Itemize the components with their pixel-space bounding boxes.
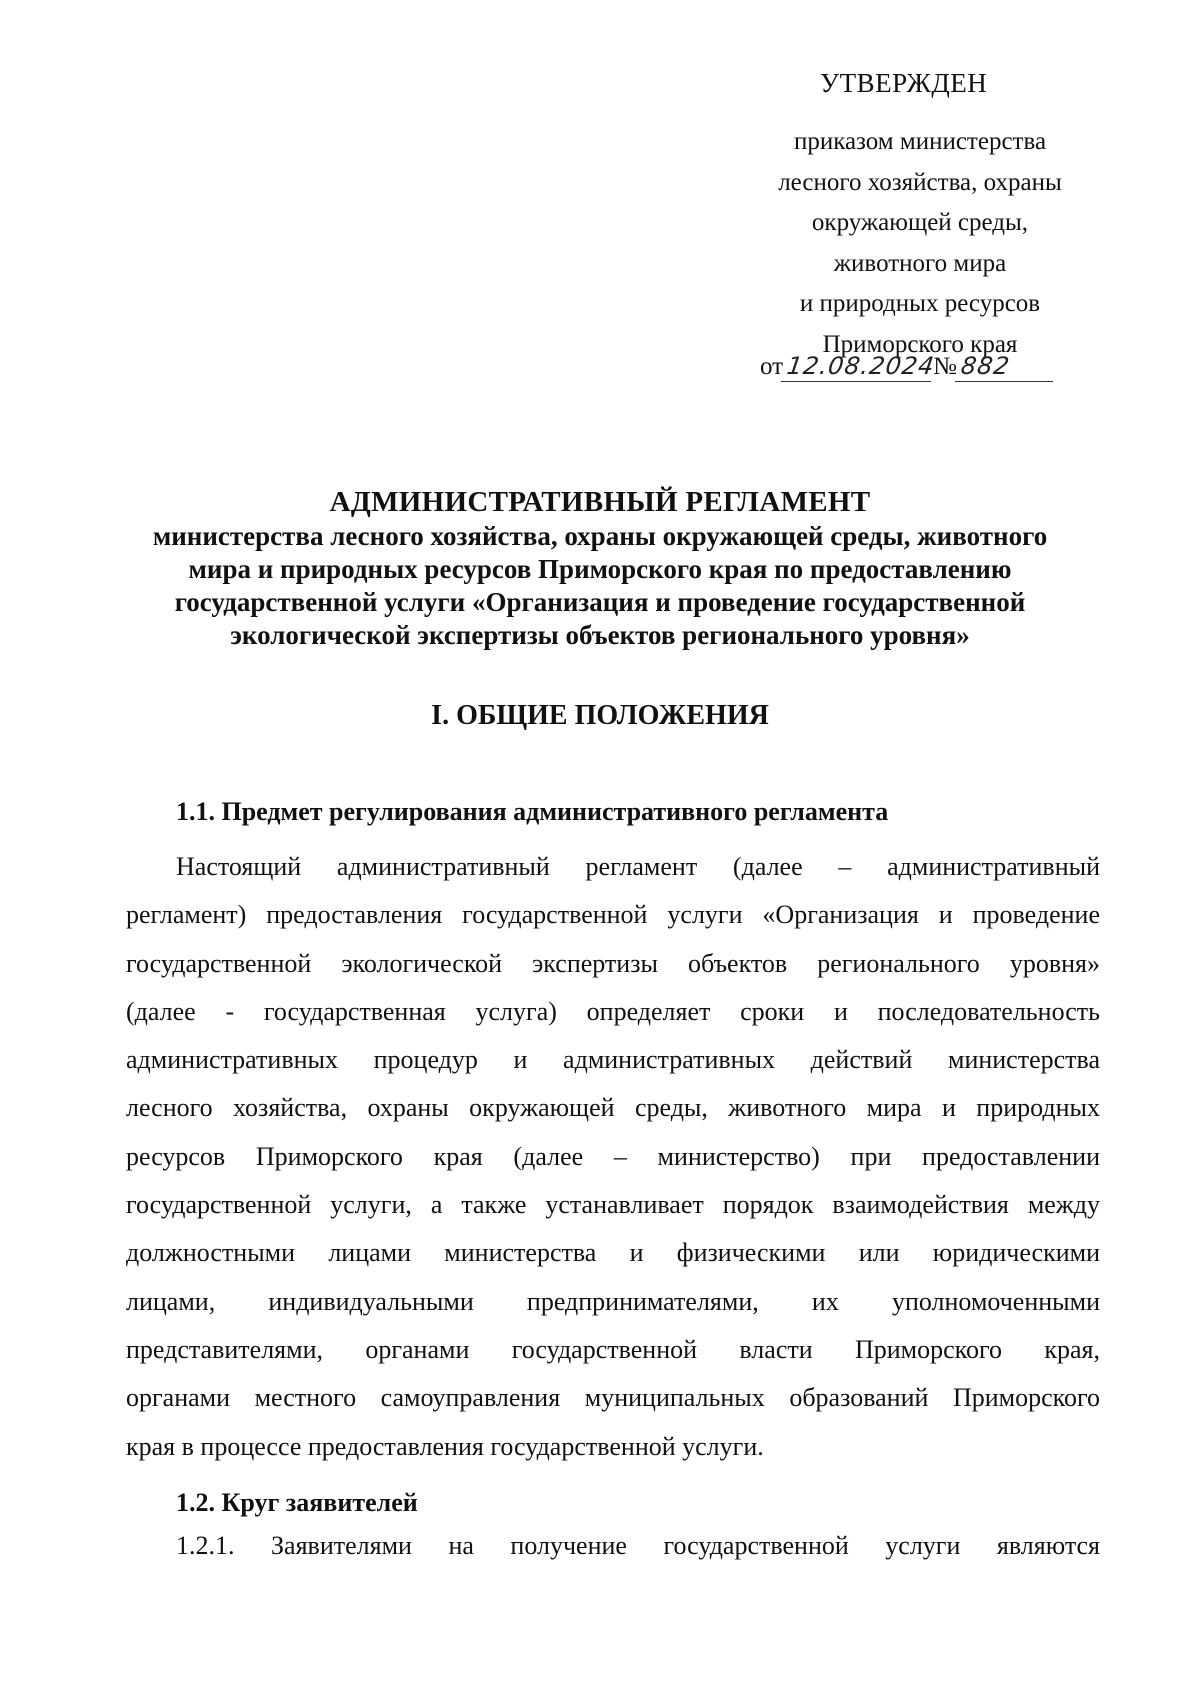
document-title-line: государственной услуги «Организация и проведение государственной <box>174 587 1026 617</box>
approval-line: лесного хозяйства, охраны <box>778 168 1062 196</box>
body-line: представителями, органами государственной власти Приморского края, <box>126 1334 1100 1364</box>
document-title <box>100 486 1100 652</box>
body-line: ресурсов Приморского края (далее – министерство) при предоставлении <box>126 1141 1100 1171</box>
approval-line: животного мира <box>833 249 1007 277</box>
body-line: органами местного самоуправления муниципальных образований Приморского <box>126 1383 1100 1413</box>
subsection-heading-1-1: 1.1. Предмет регулирования административного регламента <box>176 797 889 826</box>
order-number-handwritten: 882 <box>955 352 1057 382</box>
approval-line: Приморского края <box>822 330 1018 358</box>
order-reference <box>760 352 1055 382</box>
body-line: (далее - государственная услуга) определяет сроки и последовательность <box>126 996 1100 1026</box>
body-line: края в процессе предоставления государственной услуги. <box>126 1431 764 1461</box>
document-title-main: АДМИНИСТРАТИВНЫЙ РЕГЛАМЕНТ <box>329 486 871 518</box>
order-date-handwritten: 12.08.2024 <box>781 352 935 382</box>
subsection-heading-1-2: 1.2. Круг заявителей <box>176 1488 418 1517</box>
subsection-body-1-2-first-line: 1.2.1. Заявителями на получение государственной услуги являются <box>176 1531 1100 1560</box>
body-line: лесного хозяйства, охраны окружающей среды, животного мира и природных <box>126 1093 1100 1123</box>
document-title-line: экологической экспертизы объектов регионального уровня» <box>230 620 970 650</box>
approval-line: и природных ресурсов <box>799 290 1041 317</box>
body-line: лицами, индивидуальными предпринимателями, их уполномоченными <box>126 1286 1100 1316</box>
approval-heading: УТВЕРЖДЕН <box>820 68 988 98</box>
body-line: должностными лицами министерства и физическими или юридическими <box>126 1238 1100 1268</box>
order-number-sign: № <box>933 353 957 380</box>
document-title-line: министерства лесного хозяйства, охраны окружающей среды, животного <box>152 521 1048 551</box>
order-prefix: от <box>760 353 784 380</box>
body-line: государственной услуги, а также устанавливает порядок взаимодействия между <box>126 1190 1100 1220</box>
document-title-line: мира и природных ресурсов Приморского края по предоставлению <box>188 554 1012 584</box>
body-line: регламент) предоставления государственной услуги «Организация и проведение <box>126 900 1100 930</box>
approval-block <box>740 122 1100 365</box>
body-line: государственной экологической экспертизы объектов регионального уровня» <box>126 948 1100 978</box>
body-line: Настоящий административный регламент (далее – административный <box>176 852 1100 881</box>
section-title: I. ОБЩИЕ ПОЛОЖЕНИЯ <box>431 700 769 731</box>
body-line: административных процедур и административных действий министерства <box>126 1045 1100 1075</box>
approval-line: приказом министерства <box>793 128 1047 155</box>
approval-line: окружающей среды, <box>811 209 1029 236</box>
subsection-body-1-1 <box>126 843 1100 1471</box>
